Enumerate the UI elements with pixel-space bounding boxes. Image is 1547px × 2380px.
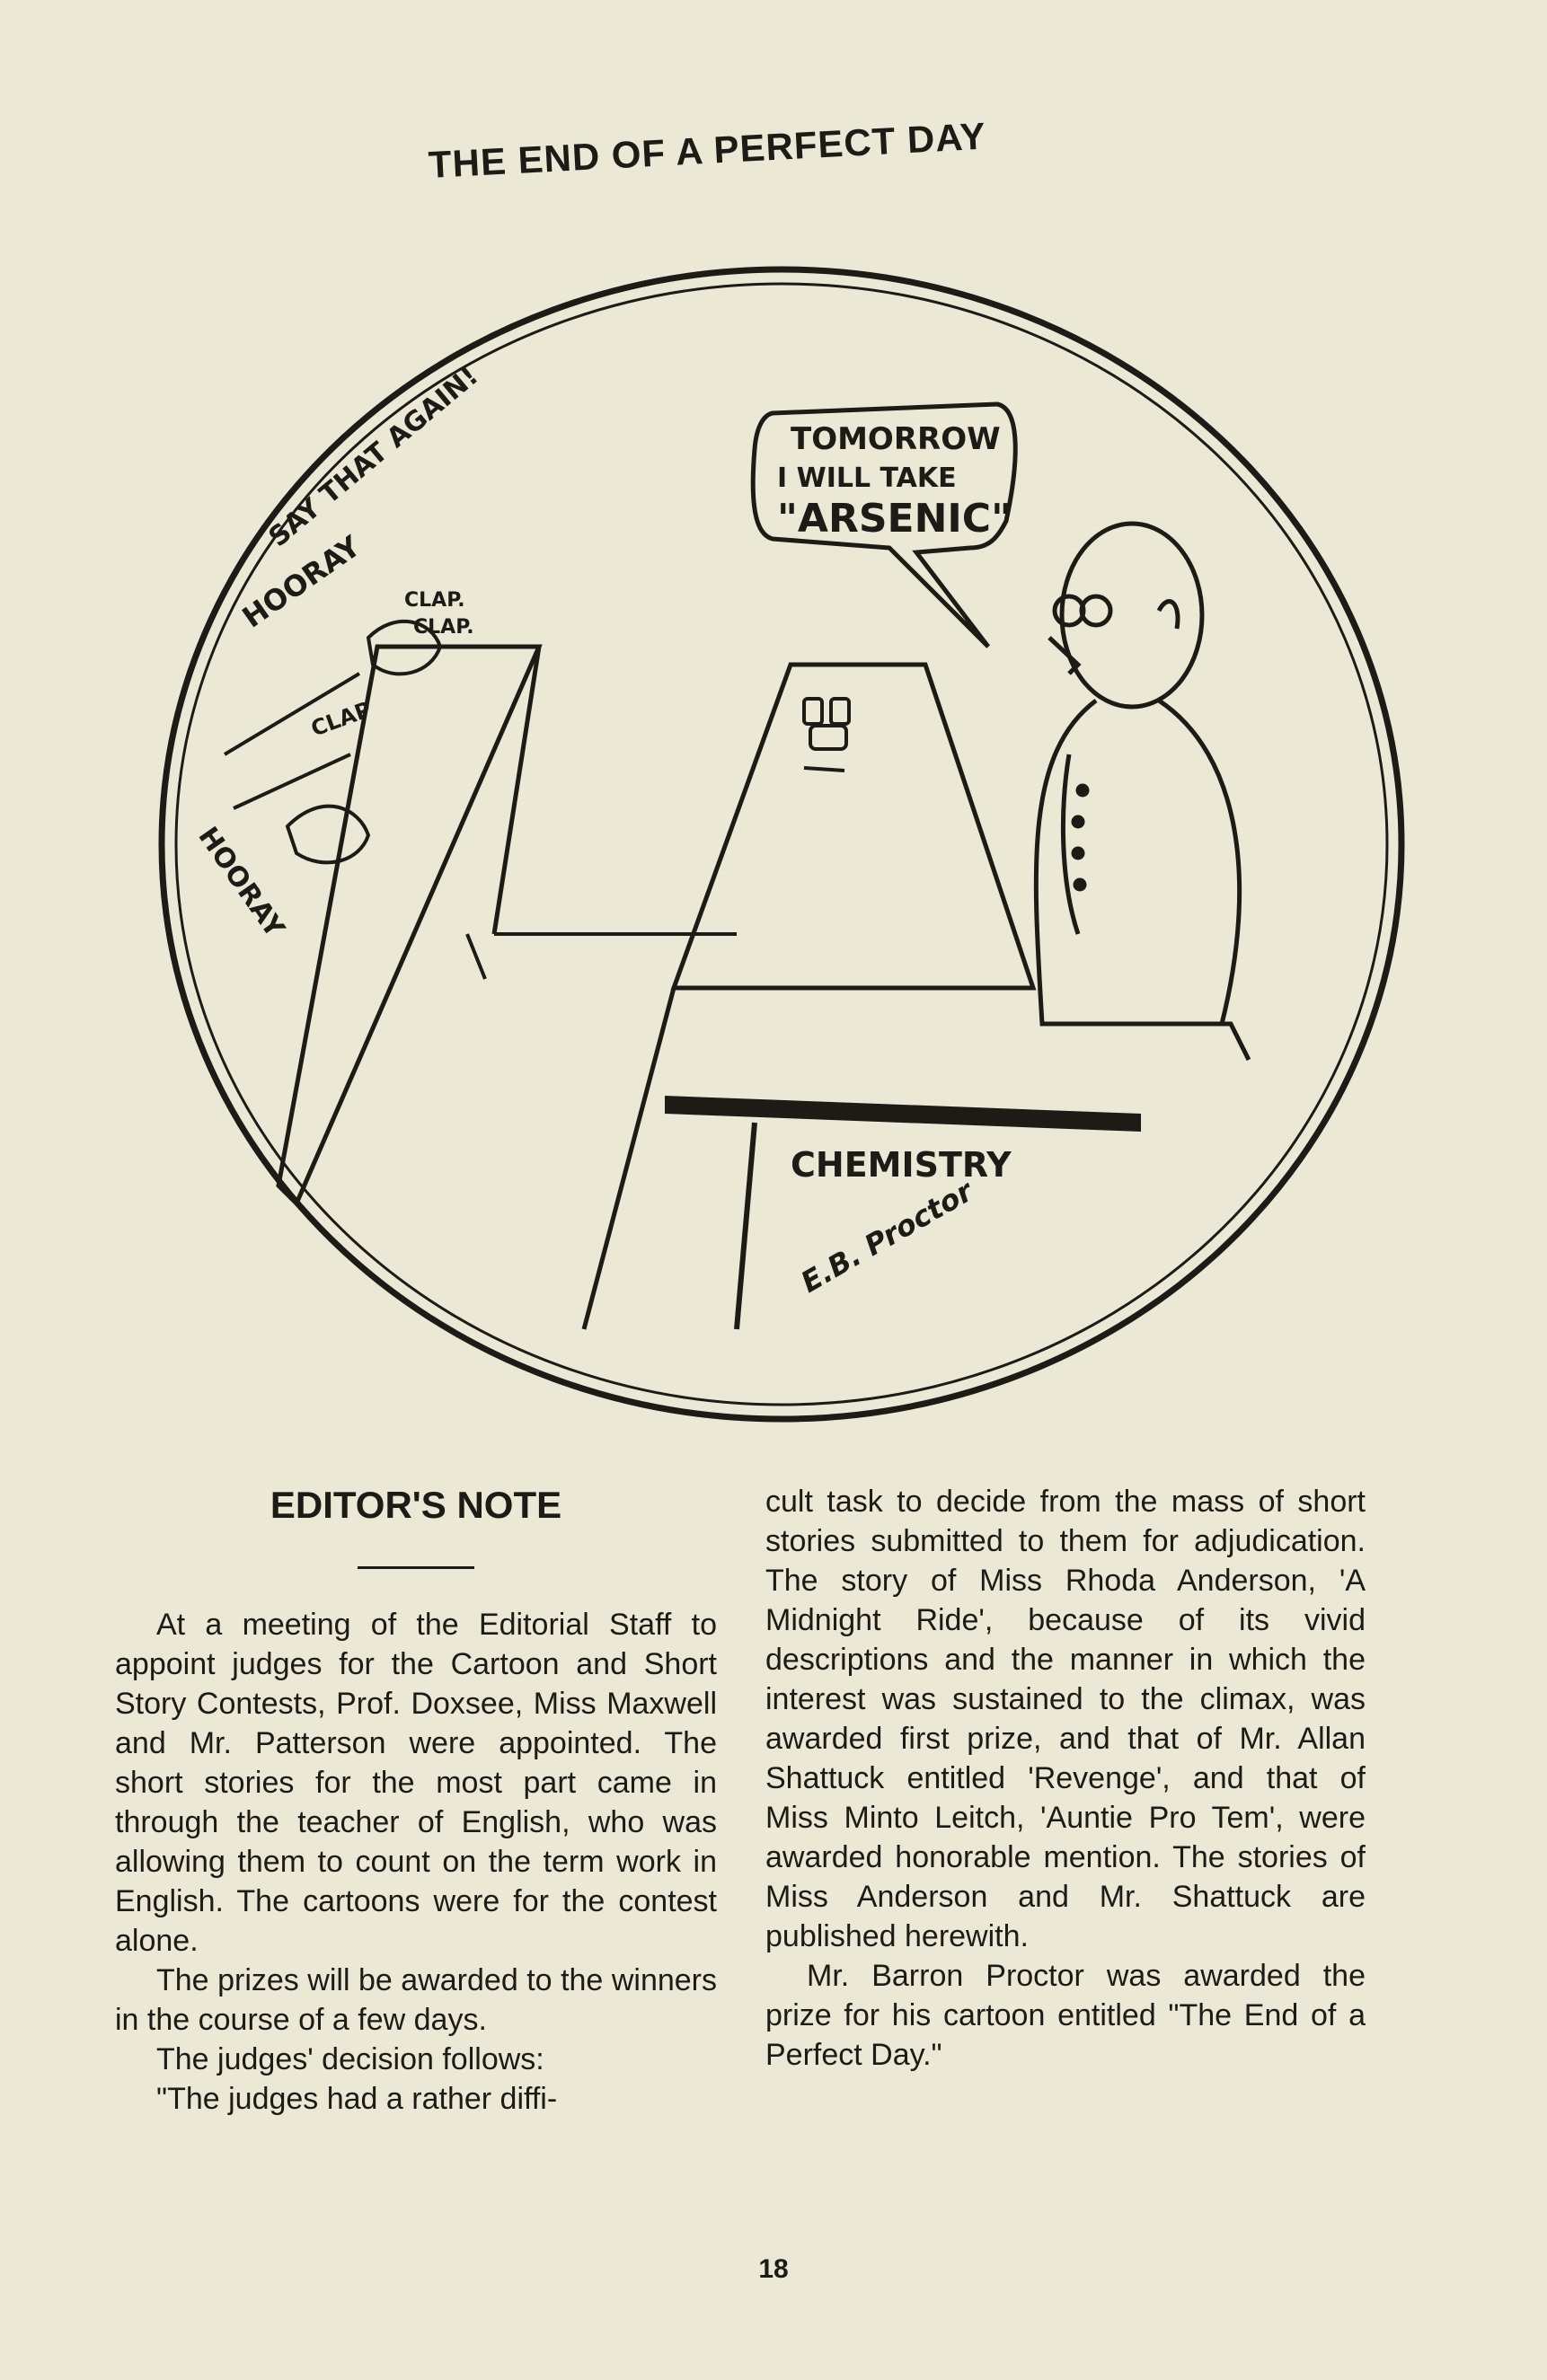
cartoon-illustration [144, 251, 1419, 1437]
shout-say-that-again: SAY THAT AGAIN! [262, 360, 485, 554]
left-paragraph-3: The judges' decision follows: [156, 2042, 544, 2076]
left-paragraph-1: At a meeting of the Editorial Staff to appoint judges for the Cartoon and Short Story Contests, Prof. Doxsee, Miss Maxwell and Mr. Patterson were appointed. The short stories for the most part came in through the teacher of English, who was allowing them to count on the term work in English. The cartoons were for the contest alone. [115, 1608, 717, 1958]
professor-figure [1036, 524, 1249, 1060]
shout-clap-3: CLAP [307, 696, 375, 742]
lab-bench-front-edge [584, 988, 674, 1329]
bottles [804, 699, 849, 771]
cartoon-drawing [144, 251, 1419, 1437]
left-desk-foot [467, 934, 485, 979]
editors-note-right-column [765, 1482, 1366, 2075]
shout-hooray-top: HOORAY [235, 528, 367, 635]
desk-label-chemistry: CHEMISTRY [791, 1145, 1012, 1185]
editors-note-heading: EDITOR'S NOTE [270, 1484, 562, 1526]
shout-clap-1: CLAP. [404, 589, 465, 612]
left-desk-leg [494, 647, 539, 934]
clapping-hands [225, 621, 440, 863]
left-paragraph-2: The prizes will be awarded to the winners in the course of a few days. [115, 1963, 717, 2037]
speech-line-1: TOMORROW [791, 421, 1001, 457]
page-number: 18 [758, 2254, 789, 2284]
artist-signature: E.B. Proctor [795, 1174, 979, 1300]
right-paragraph-1: cult task to decide from the mass of short stories submitted to them for adjudication. The story of Miss Rhoda Anderson, 'A Midnight Ride', because of its vivid descriptions and the manner in which the interest was sustained to the climax, was awarded first prize, and that of Mr. Allan Shattuck entitled 'Revenge', and that of Miss Minto Leitch, 'Auntie Pro Tem', were awarded honorable mention. The stories of Miss Anderson and Mr. Shattuck are published herewith. [765, 1485, 1366, 1953]
cartoon-title: THE END OF A PERFECT DAY [427, 114, 987, 187]
table-leg [737, 1123, 755, 1329]
lab-bench-top [674, 665, 1033, 988]
right-paragraph-2: Mr. Barron Proctor was awarded the prize for his cartoon entitled "The End of a Perfect Day." [765, 1959, 1366, 2072]
shout-hooray-bottom: HOORAY [191, 821, 291, 944]
speech-line-3: "ARSENIC" [777, 496, 1012, 542]
heading-rule [358, 1566, 474, 1569]
speech-line-2: I WILL TAKE [777, 463, 957, 494]
editors-note-left-column [115, 1482, 717, 2119]
shout-clap-2: CLAP. [413, 616, 474, 639]
table-edge [665, 1096, 1141, 1132]
left-paragraph-4: "The judges had a rather diffi- [156, 2082, 558, 2116]
